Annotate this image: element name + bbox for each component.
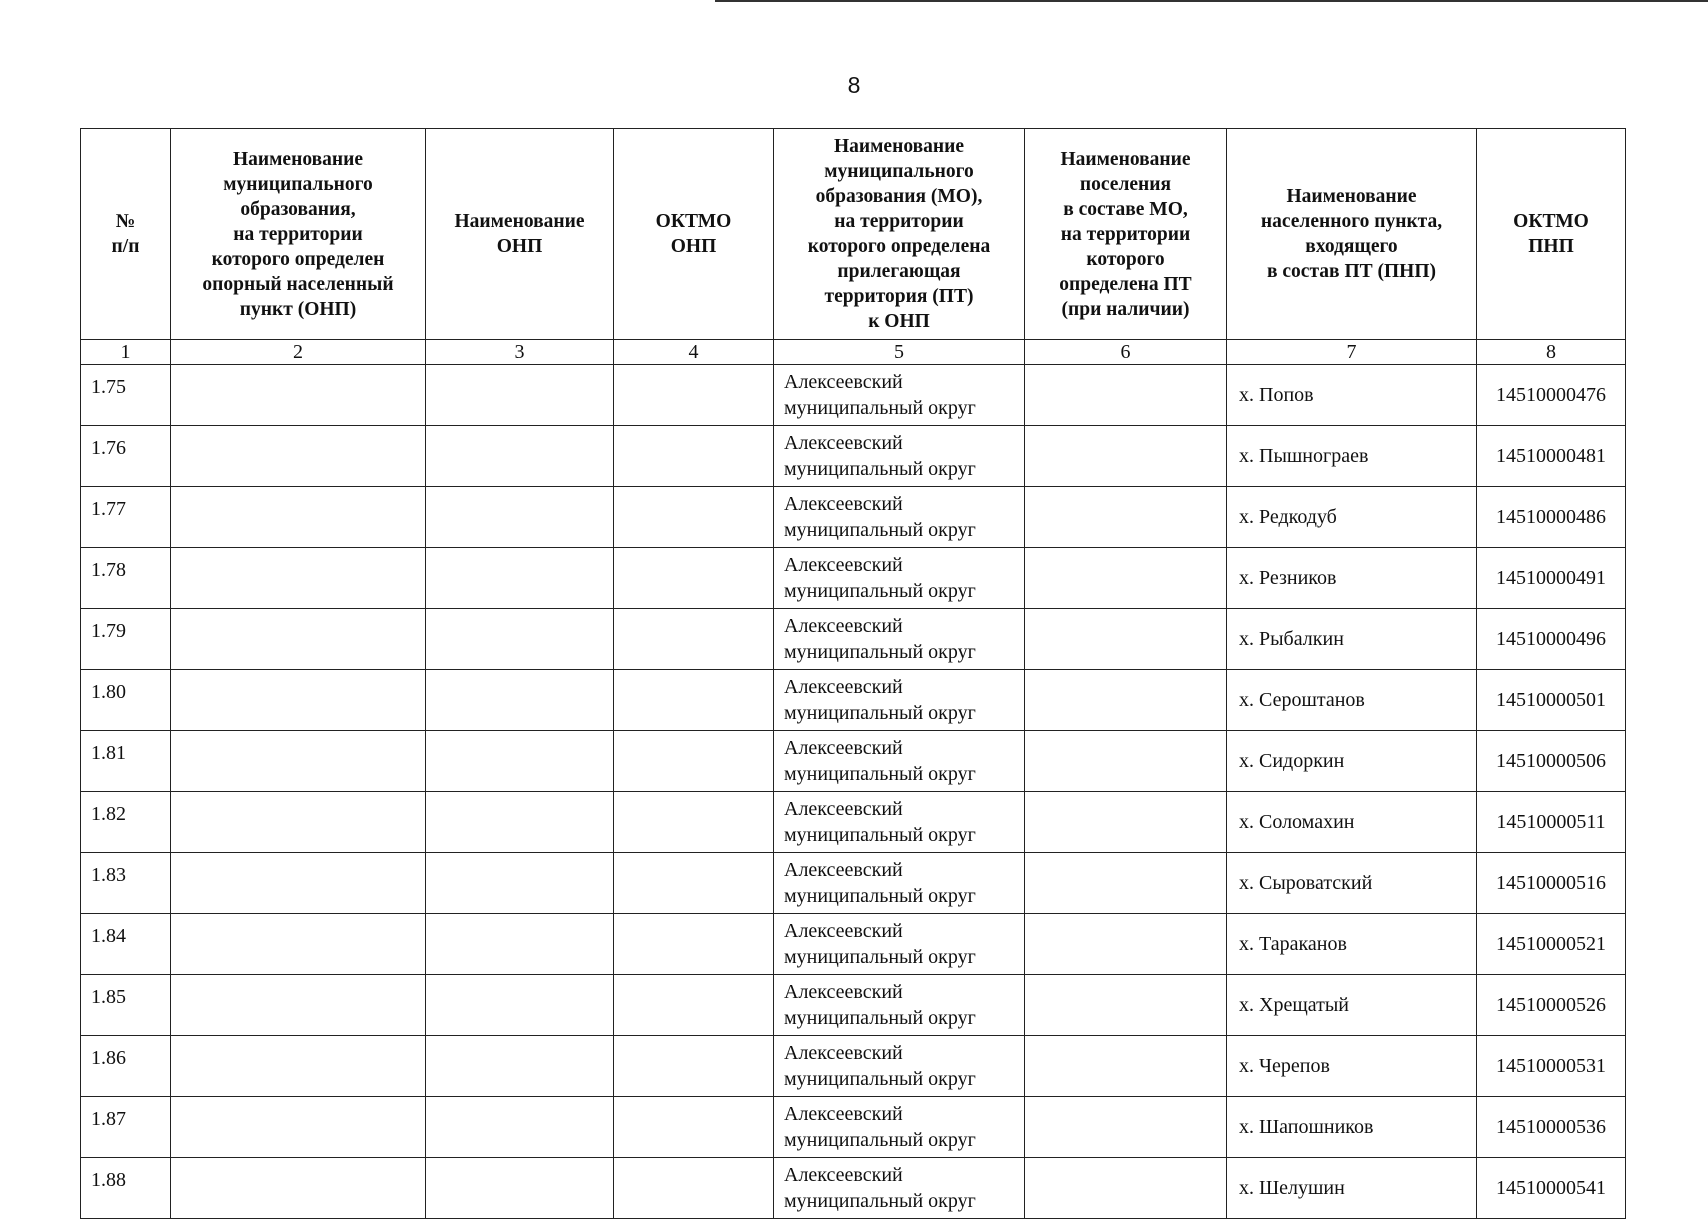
pnp-oktmo-cell: 14510000476	[1477, 365, 1626, 426]
pt-mo-cell: Алексеевский муниципальный округ	[774, 1036, 1025, 1097]
table-row	[81, 548, 1626, 609]
header-cell-pt-mo: Наименование муниципального образования (МО), на территории которого определена прилегающая территория (ПТ) к ОНП	[774, 129, 1025, 340]
table-body	[81, 365, 1626, 1219]
onp-mo-cell	[171, 426, 426, 487]
pt-mo-cell: Алексеевский муниципальный округ	[774, 487, 1025, 548]
table-row	[81, 792, 1626, 853]
onp-name-cell	[426, 853, 614, 914]
onp-oktmo-cell	[614, 853, 774, 914]
onp-oktmo-cell	[614, 487, 774, 548]
pt-mo-cell: Алексеевский муниципальный округ	[774, 609, 1025, 670]
onp-name-cell	[426, 548, 614, 609]
column-number: 5	[774, 340, 1025, 365]
onp-name-cell	[426, 792, 614, 853]
pnp-oktmo-cell: 14510000526	[1477, 975, 1626, 1036]
onp-name-cell	[426, 1036, 614, 1097]
settlement-cell	[1025, 975, 1227, 1036]
table-row	[81, 731, 1626, 792]
header-cell-num: № п/п	[81, 129, 171, 340]
pnp-name-cell: х. Соломахин	[1227, 792, 1477, 853]
settlements-table	[80, 128, 1626, 1219]
onp-mo-cell	[171, 853, 426, 914]
pnp-oktmo-cell: 14510000511	[1477, 792, 1626, 853]
pnp-name-cell: х. Попов	[1227, 365, 1477, 426]
top-rule	[715, 0, 1708, 2]
pt-mo-cell: Алексеевский муниципальный округ	[774, 426, 1025, 487]
table-row	[81, 609, 1626, 670]
pnp-name-cell: х. Сыроватский	[1227, 853, 1477, 914]
settlement-cell	[1025, 1158, 1227, 1219]
header-cell-pnp-oktmo: ОКТМО ПНП	[1477, 129, 1626, 340]
settlement-cell	[1025, 548, 1227, 609]
pnp-name-cell: х. Шапошников	[1227, 1097, 1477, 1158]
table-row	[81, 365, 1626, 426]
onp-oktmo-cell	[614, 792, 774, 853]
pnp-oktmo-cell: 14510000531	[1477, 1036, 1626, 1097]
onp-mo-cell	[171, 1036, 426, 1097]
pnp-oktmo-cell: 14510000536	[1477, 1097, 1626, 1158]
onp-name-cell	[426, 975, 614, 1036]
row-number-cell: 1.75	[81, 365, 171, 426]
header-cell-onp-mo: Наименование муниципального образования, на территории которого определен опорный населенный пункт (ОНП)	[171, 129, 426, 340]
row-number-cell: 1.78	[81, 548, 171, 609]
onp-mo-cell	[171, 365, 426, 426]
row-number-cell: 1.79	[81, 609, 171, 670]
column-number: 3	[426, 340, 614, 365]
header-cell-onp-name: Наименование ОНП	[426, 129, 614, 340]
pnp-oktmo-cell: 14510000491	[1477, 548, 1626, 609]
onp-name-cell	[426, 426, 614, 487]
onp-name-cell	[426, 365, 614, 426]
pnp-oktmo-cell: 14510000501	[1477, 670, 1626, 731]
onp-name-cell	[426, 1158, 614, 1219]
pnp-name-cell: х. Хрещатый	[1227, 975, 1477, 1036]
onp-mo-cell	[171, 487, 426, 548]
pnp-name-cell: х. Рыбалкин	[1227, 609, 1477, 670]
row-number-cell: 1.76	[81, 426, 171, 487]
column-number: 2	[171, 340, 426, 365]
pnp-oktmo-cell: 14510000506	[1477, 731, 1626, 792]
settlement-cell	[1025, 792, 1227, 853]
onp-oktmo-cell	[614, 1158, 774, 1219]
column-number: 6	[1025, 340, 1227, 365]
onp-oktmo-cell	[614, 670, 774, 731]
pnp-name-cell: х. Тараканов	[1227, 914, 1477, 975]
table-row	[81, 975, 1626, 1036]
onp-mo-cell	[171, 1097, 426, 1158]
header-cell-settlement: Наименование поселения в составе МО, на территории которого определена ПТ (при наличии)	[1025, 129, 1227, 340]
row-number-cell: 1.83	[81, 853, 171, 914]
onp-mo-cell	[171, 609, 426, 670]
onp-oktmo-cell	[614, 914, 774, 975]
table-row	[81, 670, 1626, 731]
settlement-cell	[1025, 914, 1227, 975]
table-row	[81, 853, 1626, 914]
settlement-cell	[1025, 609, 1227, 670]
pnp-oktmo-cell: 14510000541	[1477, 1158, 1626, 1219]
pnp-name-cell: х. Редкодуб	[1227, 487, 1477, 548]
settlement-cell	[1025, 426, 1227, 487]
onp-oktmo-cell	[614, 609, 774, 670]
settlement-cell	[1025, 853, 1227, 914]
pt-mo-cell: Алексеевский муниципальный округ	[774, 731, 1025, 792]
settlement-cell	[1025, 1097, 1227, 1158]
onp-name-cell	[426, 487, 614, 548]
pt-mo-cell: Алексеевский муниципальный округ	[774, 1097, 1025, 1158]
column-number: 8	[1477, 340, 1626, 365]
onp-oktmo-cell	[614, 731, 774, 792]
settlement-cell	[1025, 670, 1227, 731]
onp-mo-cell	[171, 792, 426, 853]
pt-mo-cell: Алексеевский муниципальный округ	[774, 853, 1025, 914]
onp-name-cell	[426, 731, 614, 792]
pnp-oktmo-cell: 14510000496	[1477, 609, 1626, 670]
pnp-name-cell: х. Шелушин	[1227, 1158, 1477, 1219]
table-row	[81, 1158, 1626, 1219]
pnp-name-cell: х. Сидоркин	[1227, 731, 1477, 792]
onp-mo-cell	[171, 670, 426, 731]
column-number: 1	[81, 340, 171, 365]
table-row	[81, 914, 1626, 975]
table-row	[81, 1097, 1626, 1158]
onp-oktmo-cell	[614, 1036, 774, 1097]
onp-oktmo-cell	[614, 365, 774, 426]
row-number-cell: 1.80	[81, 670, 171, 731]
pnp-oktmo-cell: 14510000521	[1477, 914, 1626, 975]
pnp-oktmo-cell: 14510000516	[1477, 853, 1626, 914]
row-number-cell: 1.82	[81, 792, 171, 853]
settlement-cell	[1025, 1036, 1227, 1097]
pt-mo-cell: Алексеевский муниципальный округ	[774, 365, 1025, 426]
pt-mo-cell: Алексеевский муниципальный округ	[774, 914, 1025, 975]
row-number-cell: 1.87	[81, 1097, 171, 1158]
onp-name-cell	[426, 1097, 614, 1158]
pt-mo-cell: Алексеевский муниципальный округ	[774, 670, 1025, 731]
pnp-name-cell: х. Пышнограев	[1227, 426, 1477, 487]
pt-mo-cell: Алексеевский муниципальный округ	[774, 792, 1025, 853]
onp-name-cell	[426, 914, 614, 975]
column-number: 7	[1227, 340, 1477, 365]
pnp-oktmo-cell: 14510000481	[1477, 426, 1626, 487]
header-cell-pnp-name: Наименование населенного пункта, входящего в состав ПТ (ПНП)	[1227, 129, 1477, 340]
row-number-cell: 1.86	[81, 1036, 171, 1097]
onp-mo-cell	[171, 1158, 426, 1219]
pt-mo-cell: Алексеевский муниципальный округ	[774, 975, 1025, 1036]
pnp-name-cell: х. Сероштанов	[1227, 670, 1477, 731]
onp-mo-cell	[171, 731, 426, 792]
settlement-cell	[1025, 731, 1227, 792]
table-row	[81, 426, 1626, 487]
onp-oktmo-cell	[614, 548, 774, 609]
header-row	[81, 129, 1626, 340]
pt-mo-cell: Алексеевский муниципальный округ	[774, 548, 1025, 609]
settlement-cell	[1025, 487, 1227, 548]
column-number: 4	[614, 340, 774, 365]
onp-mo-cell	[171, 914, 426, 975]
pnp-name-cell: х. Резников	[1227, 548, 1477, 609]
onp-oktmo-cell	[614, 1097, 774, 1158]
header-cell-onp-oktmo: ОКТМО ОНП	[614, 129, 774, 340]
onp-mo-cell	[171, 548, 426, 609]
row-number-cell: 1.88	[81, 1158, 171, 1219]
pt-mo-cell: Алексеевский муниципальный округ	[774, 1158, 1025, 1219]
row-number-cell: 1.84	[81, 914, 171, 975]
onp-name-cell	[426, 609, 614, 670]
pnp-oktmo-cell: 14510000486	[1477, 487, 1626, 548]
settlement-cell	[1025, 365, 1227, 426]
page-number: 8	[847, 72, 861, 98]
pnp-name-cell: х. Черепов	[1227, 1036, 1477, 1097]
onp-mo-cell	[171, 975, 426, 1036]
onp-name-cell	[426, 670, 614, 731]
table-row	[81, 487, 1626, 548]
row-number-cell: 1.85	[81, 975, 171, 1036]
column-number-row	[81, 340, 1626, 365]
row-number-cell: 1.77	[81, 487, 171, 548]
onp-oktmo-cell	[614, 975, 774, 1036]
row-number-cell: 1.81	[81, 731, 171, 792]
table-row	[81, 1036, 1626, 1097]
onp-oktmo-cell	[614, 426, 774, 487]
